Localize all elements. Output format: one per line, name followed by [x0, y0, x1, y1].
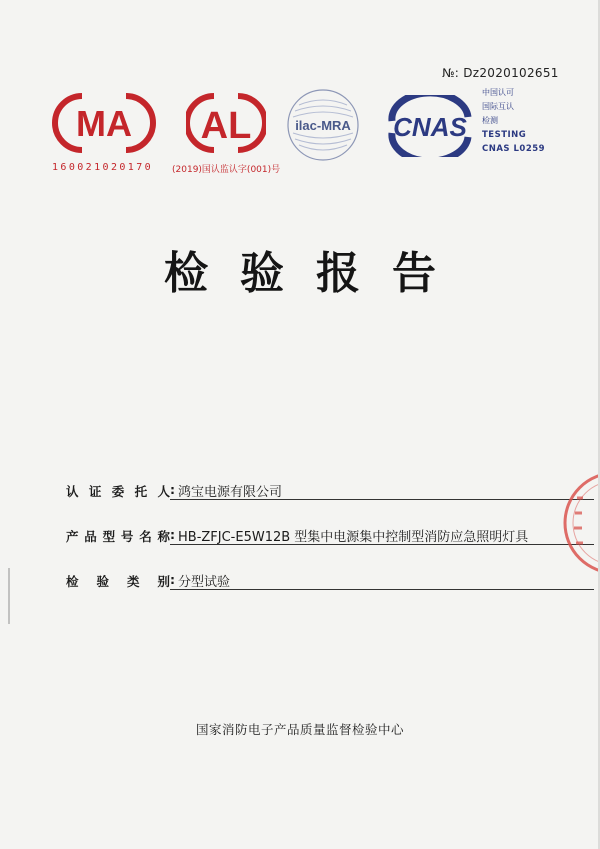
- issuing-organization: 国家消防电子产品质量监督检验中心: [195, 722, 404, 737]
- field-client-value: 鸿宝电源有限公司: [178, 485, 283, 500]
- cnas-logo: [382, 95, 478, 157]
- field-product: [66, 527, 596, 572]
- cal-code: (2019)国认监认字(001)号: [172, 165, 281, 175]
- field-client-label: 认证委托人: [66, 484, 170, 499]
- field-product-colon: :: [170, 527, 175, 542]
- cnas-line-3: 检测: [482, 116, 498, 125]
- field-product-underline: [170, 544, 594, 545]
- cal-logo: [186, 88, 266, 158]
- ilac-mra-logo: [285, 87, 361, 163]
- field-category-underline: [170, 589, 594, 590]
- cnas-side-text: [482, 86, 545, 156]
- scan-edge-mark: [8, 568, 10, 624]
- cnas-line-1: 中国认可: [482, 88, 514, 97]
- field-category: [66, 572, 596, 617]
- report-title: 检验报告: [164, 248, 468, 299]
- official-seal: [555, 468, 600, 582]
- cma-logo-text: MA: [76, 103, 132, 144]
- cnas-line-5: CNAS L0259: [482, 144, 546, 154]
- cnas-logo-text: CNAS: [393, 112, 467, 142]
- cnas-line-4: TESTING: [482, 130, 527, 140]
- field-product-label: 产品型号名称: [66, 529, 170, 544]
- field-client: [66, 482, 596, 527]
- cma-code: 160021020170: [52, 162, 154, 173]
- field-client-colon: :: [170, 482, 175, 497]
- cma-logo: [52, 88, 156, 158]
- field-product-value: HB-ZFJC-E5W12B 型集中电源集中控制型消防应急照明灯具: [178, 530, 529, 545]
- report-number: №: Dz2020102651: [442, 66, 559, 80]
- cal-logo-text: AL: [200, 105, 252, 147]
- field-category-colon: :: [170, 572, 175, 587]
- report-fields: [66, 482, 596, 617]
- field-category-value: 分型试验: [178, 575, 231, 590]
- field-client-underline: [170, 499, 594, 500]
- ilac-logo-text: ilac-MRA: [295, 118, 351, 133]
- field-category-label: 检验类别: [66, 574, 170, 589]
- cnas-line-2: 国际互认: [482, 102, 514, 111]
